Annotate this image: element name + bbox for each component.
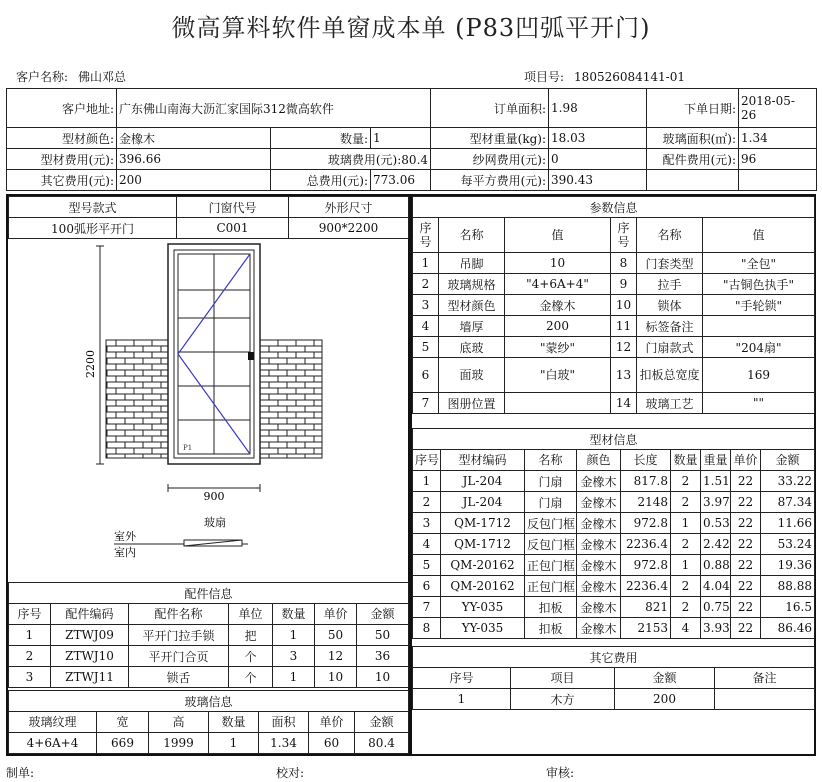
profiles-cell: 821 [621, 597, 671, 618]
glass-title: 玻璃信息 [9, 691, 409, 712]
other-row [413, 689, 815, 710]
glass-area-label: 玻璃面积(㎡): [647, 128, 739, 149]
profiles-cell: 2 [671, 471, 701, 492]
profiles-cell: 1 [671, 555, 701, 576]
params-cell: 8 [611, 253, 637, 274]
profiles-cell: 扣板 [525, 597, 577, 618]
params-row [413, 358, 815, 393]
parts-row [9, 646, 409, 667]
profiles-cell: 6 [413, 576, 441, 597]
params-cell: "白玻" [505, 358, 611, 393]
profiles-cell: 2 [671, 576, 701, 597]
parts-cell: ZTWJ10 [51, 646, 129, 667]
params-title: 参数信息 [413, 197, 815, 218]
profiles-col-header: 金额 [761, 450, 815, 471]
params-row [413, 337, 815, 358]
parts-cell: ZTWJ11 [51, 667, 129, 688]
profiles-cell: 5 [413, 555, 441, 576]
profiles-cell: 22 [731, 576, 761, 597]
glass-col-header: 面积 [259, 712, 309, 733]
parts-cell: 50 [357, 625, 409, 646]
profiles-cell: 2 [671, 492, 701, 513]
pane-label: P1 [183, 444, 193, 452]
order-date-label: 下单日期: [647, 89, 739, 128]
other-fee-value: 200 [117, 170, 271, 191]
profiles-col-header: 型材编码 [441, 450, 525, 471]
model-header-size: 外形尺寸 [289, 197, 409, 218]
total-fee-label: 总费用(元): [271, 170, 371, 191]
other-fee-label: 其它费用(元): [7, 170, 117, 191]
profiles-cell: JL-204 [441, 492, 525, 513]
profiles-cell: 反包门框 [525, 513, 577, 534]
qty-value: 1 [371, 128, 431, 149]
model-table [8, 196, 409, 239]
params-cell: 1 [413, 253, 439, 274]
params-cell: 10 [505, 253, 611, 274]
parts-cell: 平开门合页 [129, 646, 229, 667]
params-col-header: 序号 [611, 218, 637, 253]
params-col-header: 名称 [439, 218, 505, 253]
profiles-cell: QM-1712 [441, 534, 525, 555]
params-col-header: 值 [703, 218, 815, 253]
door-frame [168, 244, 260, 464]
profiles-row [413, 555, 815, 576]
params-cell: 扣板总宽度 [637, 358, 703, 393]
profiles-cell: 1 [671, 513, 701, 534]
params-col-header: 值 [505, 218, 611, 253]
model-style-value: 100弧形平开门 [9, 218, 177, 239]
profiles-cell: 3.97 [701, 492, 731, 513]
profiles-cell: JL-204 [441, 471, 525, 492]
profiles-cell: 972.8 [621, 513, 671, 534]
params-col-header: 名称 [637, 218, 703, 253]
glass-cell: 4+6A+4 [9, 733, 97, 754]
profiles-cell: 86.46 [761, 618, 815, 639]
profiles-cell: YY-035 [441, 597, 525, 618]
glass-col-header: 玻璃纹理 [9, 712, 97, 733]
profiles-table [412, 428, 815, 639]
profiles-cell: 2 [413, 492, 441, 513]
profiles-cell: 8 [413, 618, 441, 639]
profiles-cell: 门扇 [525, 492, 577, 513]
params-cell: 底玻 [439, 337, 505, 358]
parts-col-header: 单价 [315, 604, 357, 625]
parts-col-header: 金额 [357, 604, 409, 625]
profiles-cell: 反包门框 [525, 534, 577, 555]
profiles-cell: 扣板 [525, 618, 577, 639]
address-value: 广东佛山南海大沥汇家国际312微高软件 [117, 89, 431, 128]
parts-cell: 1 [273, 667, 315, 688]
profiles-cell: 4 [413, 534, 441, 555]
params-row [413, 295, 815, 316]
address-label: 客户地址: [7, 89, 117, 128]
params-cell: 3 [413, 295, 439, 316]
fan-label: 玻扇 [204, 516, 226, 529]
params-cell: 门套类型 [637, 253, 703, 274]
profiles-col-header: 颜色 [577, 450, 621, 471]
params-cell: 墙厚 [439, 316, 505, 337]
glass-col-header: 宽 [97, 712, 149, 733]
profiles-cell: 3 [413, 513, 441, 534]
profiles-cell: 2 [671, 534, 701, 555]
door-drawing [8, 238, 408, 580]
parts-cell: 个 [229, 646, 273, 667]
left-wall-brick [106, 340, 168, 458]
other-col-header: 备注 [715, 668, 815, 689]
params-cell: 12 [611, 337, 637, 358]
profiles-row [413, 597, 815, 618]
profiles-cell: 87.34 [761, 492, 815, 513]
profiles-cell: 1 [413, 471, 441, 492]
weight-label: 型材重量(kg): [431, 128, 549, 149]
height-label: 2200 [84, 350, 97, 378]
profiles-cell: 金橡木 [577, 513, 621, 534]
inside-label: 室内 [114, 546, 136, 559]
params-cell: 11 [611, 316, 637, 337]
profiles-cell: 正包门框 [525, 576, 577, 597]
params-cell: 200 [505, 316, 611, 337]
other-cell [715, 689, 815, 710]
parts-table [8, 582, 409, 688]
profiles-cell: 22 [731, 618, 761, 639]
parts-cell: 3 [273, 646, 315, 667]
glass-col-header: 单价 [309, 712, 355, 733]
profiles-cell: 金橡木 [577, 618, 621, 639]
profiles-cell: 2236.4 [621, 534, 671, 555]
profiles-cell: 53.24 [761, 534, 815, 555]
model-header-code: 门窗代号 [177, 197, 289, 218]
profiles-cell: 22 [731, 492, 761, 513]
other-title: 其它费用 [413, 647, 815, 668]
glass-col-header: 数量 [209, 712, 259, 733]
params-cell: 4 [413, 316, 439, 337]
profiles-cell: 7 [413, 597, 441, 618]
params-cell: 吊脚 [439, 253, 505, 274]
profiles-col-header: 单价 [731, 450, 761, 471]
profiles-cell: 3.93 [701, 618, 731, 639]
glass-area-value: 1.34 [739, 128, 817, 149]
profiles-row [413, 576, 815, 597]
order-date-value: 2018-05- 26 [739, 89, 817, 128]
params-row [413, 253, 815, 274]
profiles-col-header: 序号 [413, 450, 441, 471]
profile-fee-value: 396.66 [117, 149, 271, 170]
profiles-cell: QM-1712 [441, 513, 525, 534]
profiles-row [413, 618, 815, 639]
parts-cell: 1 [9, 625, 51, 646]
model-header-style: 型号款式 [9, 197, 177, 218]
glass-cell: 669 [97, 733, 149, 754]
other-col-header: 项目 [511, 668, 615, 689]
params-cell: "全包" [703, 253, 815, 274]
door-handle [248, 352, 254, 360]
profiles-col-header: 重量 [701, 450, 731, 471]
params-cell: "204扇" [703, 337, 815, 358]
params-cell: 169 [703, 358, 815, 393]
params-cell: "古铜色执手" [703, 274, 815, 295]
profiles-cell: 22 [731, 513, 761, 534]
parts-col-header: 单位 [229, 604, 273, 625]
color-label: 型材颜色: [7, 128, 117, 149]
profiles-cell: 88.88 [761, 576, 815, 597]
glass-cell: 1 [209, 733, 259, 754]
profiles-cell: 金橡木 [577, 534, 621, 555]
other-cell: 1 [413, 689, 511, 710]
parts-col-header: 配件名称 [129, 604, 229, 625]
glass-cell: 80.4 [355, 733, 409, 754]
parts-fee-value: 96 [739, 149, 817, 170]
params-cell: 图册位置 [439, 393, 505, 414]
profiles-cell: 19.36 [761, 555, 815, 576]
profiles-cell: 1.51 [701, 471, 731, 492]
profiles-col-header: 长度 [621, 450, 671, 471]
params-cell [703, 316, 815, 337]
parts-cell: 10 [357, 667, 409, 688]
customer-name: 客户名称: 佛山邓总 [16, 70, 127, 84]
profiles-cell: 2236.4 [621, 576, 671, 597]
profiles-cell: 972.8 [621, 555, 671, 576]
profiles-cell: 2 [671, 597, 701, 618]
parts-cell: 12 [315, 646, 357, 667]
profiles-cell: 0.53 [701, 513, 731, 534]
params-cell: "手轮锁" [703, 295, 815, 316]
profiles-row [413, 534, 815, 555]
profiles-cell: 金橡木 [577, 597, 621, 618]
params-cell: 标签备注 [637, 316, 703, 337]
profiles-cell: 金橡木 [577, 492, 621, 513]
glass-col-header: 高 [149, 712, 209, 733]
parts-cell: 1 [273, 625, 315, 646]
parts-col-header: 数量 [273, 604, 315, 625]
page-title: 微高算料软件单窗成本单 (P83凹弧平开门) [171, 14, 651, 42]
parts-cell: 10 [315, 667, 357, 688]
profiles-cell: 2153 [621, 618, 671, 639]
other-cell: 200 [615, 689, 715, 710]
profiles-title: 型材信息 [413, 429, 815, 450]
color-value: 金橡木 [117, 128, 271, 149]
profiles-col-header: 名称 [525, 450, 577, 471]
model-code-value: C001 [177, 218, 289, 239]
other-col-header: 序号 [413, 668, 511, 689]
model-size-value: 900*2200 [289, 218, 409, 239]
parts-col-header: 序号 [9, 604, 51, 625]
parts-cell: 36 [357, 646, 409, 667]
parts-cell: 平开门拉手锁 [129, 625, 229, 646]
params-cell: 门扇款式 [637, 337, 703, 358]
profiles-row [413, 492, 815, 513]
profiles-cell: QM-20162 [441, 555, 525, 576]
parts-fee-label: 配件费用(元): [647, 149, 739, 170]
params-cell: 金橡木 [505, 295, 611, 316]
params-cell: "蒙纱" [505, 337, 611, 358]
glass-cell: 60 [309, 733, 355, 754]
other-fee-table [412, 646, 815, 710]
weight-value: 18.03 [549, 128, 647, 149]
parts-cell: 50 [315, 625, 357, 646]
parts-col-header: 配件编码 [51, 604, 129, 625]
profiles-cell: 0.75 [701, 597, 731, 618]
order-area-label: 订单面积: [431, 89, 549, 128]
params-cell: 9 [611, 274, 637, 295]
params-cell: 2 [413, 274, 439, 295]
profiles-col-header: 数量 [671, 450, 701, 471]
params-cell: 7 [413, 393, 439, 414]
sqm-fee-label: 每平方费用(元): [431, 170, 549, 191]
profiles-cell: QM-20162 [441, 576, 525, 597]
profiles-cell: 4 [671, 618, 701, 639]
other-cell: 木方 [511, 689, 615, 710]
parts-cell: 锁舌 [129, 667, 229, 688]
qty-label: 数量: [271, 128, 371, 149]
profiles-cell: 金橡木 [577, 555, 621, 576]
profiles-cell: 门扇 [525, 471, 577, 492]
params-cell: 拉手 [637, 274, 703, 295]
params-row [413, 316, 815, 337]
project-number: 项目号: 180526084141-01 [524, 70, 685, 84]
params-cell: 玻璃工艺 [637, 393, 703, 414]
profiles-cell: 2148 [621, 492, 671, 513]
sqm-fee-value: 390.43 [549, 170, 647, 191]
width-label: 900 [203, 490, 225, 503]
order-area-value: 1.98 [549, 89, 647, 128]
parts-cell: ZTWJ09 [51, 625, 129, 646]
params-cell: 10 [611, 295, 637, 316]
profiles-row [413, 471, 815, 492]
params-row [413, 274, 815, 295]
glass-col-header: 金额 [355, 712, 409, 733]
profiles-cell: 金橡木 [577, 471, 621, 492]
profiles-cell: 22 [731, 555, 761, 576]
params-cell [505, 393, 611, 414]
parts-cell: 个 [229, 667, 273, 688]
params-table [412, 196, 815, 414]
checker-label: 校对: [276, 766, 305, 780]
params-cell: 5 [413, 337, 439, 358]
params-cell: 14 [611, 393, 637, 414]
params-cell: 面玻 [439, 358, 505, 393]
profiles-cell: 817.8 [621, 471, 671, 492]
glass-table [8, 690, 409, 754]
header-info-table [6, 88, 817, 191]
profiles-cell: 0.88 [701, 555, 731, 576]
parts-cell: 3 [9, 667, 51, 688]
profiles-cell: 4.04 [701, 576, 731, 597]
parts-cell: 把 [229, 625, 273, 646]
params-row [413, 393, 815, 414]
profiles-cell: 正包门框 [525, 555, 577, 576]
glass-row [9, 733, 409, 754]
profiles-cell: 22 [731, 597, 761, 618]
other-col-header: 金额 [615, 668, 715, 689]
profiles-cell: 22 [731, 471, 761, 492]
params-cell: 13 [611, 358, 637, 393]
screen-fee-label: 纱网费用(元): [431, 149, 549, 170]
profiles-cell: 2.42 [701, 534, 731, 555]
glass-cell: 1999 [149, 733, 209, 754]
params-cell: 型材颜色 [439, 295, 505, 316]
params-col-header: 序号 [413, 218, 439, 253]
params-cell: "4+6A+4" [505, 274, 611, 295]
maker-label: 制单: [6, 766, 35, 780]
profiles-cell: 33.22 [761, 471, 815, 492]
parts-row [9, 667, 409, 688]
params-cell: 6 [413, 358, 439, 393]
profile-fee-label: 型材费用(元): [7, 149, 117, 170]
glass-cell: 1.34 [259, 733, 309, 754]
profiles-cell: 16.5 [761, 597, 815, 618]
profiles-cell: 22 [731, 534, 761, 555]
profiles-cell: 金橡木 [577, 576, 621, 597]
params-cell: 玻璃规格 [439, 274, 505, 295]
profiles-cell: 11.66 [761, 513, 815, 534]
params-cell: 锁体 [637, 295, 703, 316]
parts-title: 配件信息 [9, 583, 409, 604]
screen-fee-value: 0 [549, 149, 647, 170]
auditor-label: 审核: [546, 766, 575, 780]
parts-cell: 2 [9, 646, 51, 667]
right-wall-brick [260, 340, 322, 458]
profiles-cell: YY-035 [441, 618, 525, 639]
profiles-row [413, 513, 815, 534]
parts-row [9, 625, 409, 646]
params-cell: "" [703, 393, 815, 414]
glass-fee-label: 玻璃费用(元):80.4 [271, 149, 431, 170]
outside-label: 室外 [114, 530, 136, 543]
total-fee-value: 773.06 [371, 170, 431, 191]
